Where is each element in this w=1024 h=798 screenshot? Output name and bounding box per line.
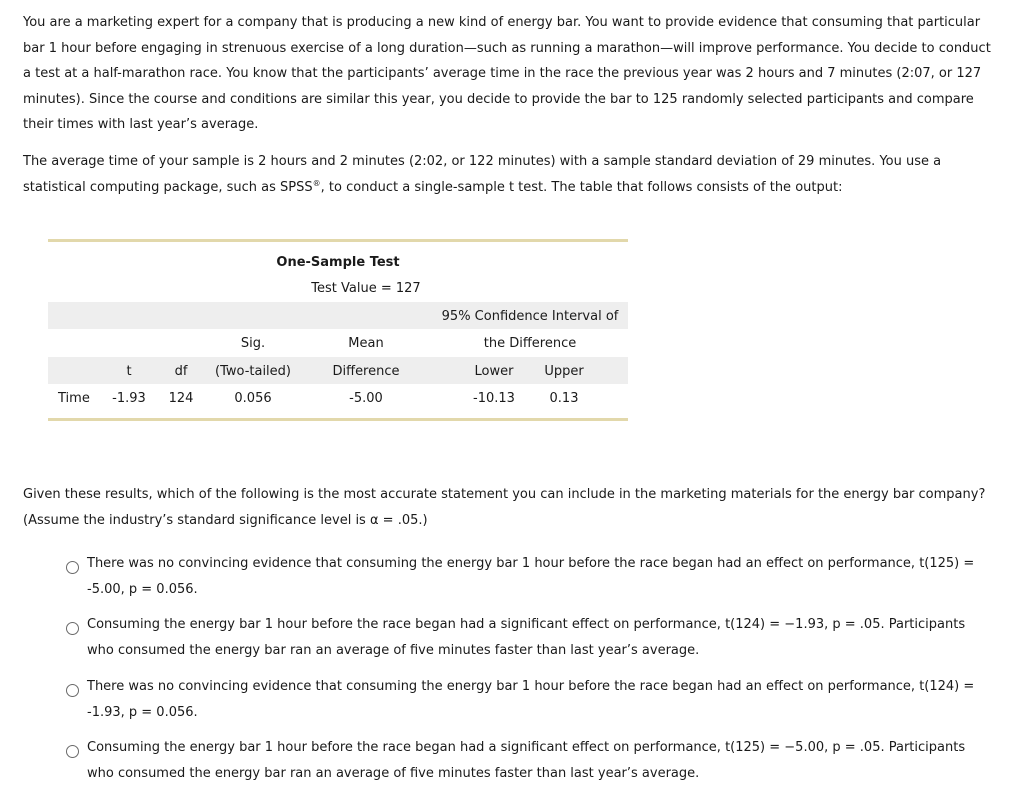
col-header-lower: Lower [474, 364, 514, 379]
registered-mark: ® [312, 178, 321, 188]
intro-paragraph-1: You are a marketing expert for a company that is producing a new kind of energy bar. You want to provide evidence that consuming that particular bar 1 hour before engaging in strenuous exercise of a long duration—such as running a marathon—will improve performance. You decide to conduct a test at a half-marathon race. You know that the participants’ average time in the race the previous year was 2 hours and 7 minutes (2:07, or 127 minutes). Since the course and conditions are similar this year, you decide to provide the bar to 125 randomly selected participants and compare their times with last year’s average. [23, 15, 991, 133]
mean-header-line-1: Mean [348, 336, 384, 351]
ci-header-line-2: the Difference [483, 336, 577, 351]
answer-option-3-text[interactable]: There was no convincing evidence that consuming the energy bar 1 hour before the race began had an effect on performance, t(124) = -1.93, p = 0.056. [87, 679, 975, 720]
radio-button-2[interactable] [66, 622, 79, 635]
radio-button-4[interactable] [66, 745, 79, 758]
value-mean-difference: -5.00 [349, 391, 383, 406]
answer-option-2-text[interactable]: Consuming the energy bar 1 hour before the race began had a significant effect on performance, t(124) = −1.93, p = .05. Participants who consumed the energy bar ran an average of five minutes faster than last year’s average. [87, 617, 966, 658]
test-value-label: Test Value = 127 [311, 281, 421, 296]
table-bottom-rule [48, 418, 628, 421]
radio-button-1[interactable] [66, 561, 79, 574]
row-label-time: Time [58, 391, 90, 406]
col-header-t: t [126, 364, 132, 379]
value-t: -1.93 [112, 391, 146, 406]
col-header-df: df [174, 364, 188, 379]
radio-button-3[interactable] [66, 684, 79, 697]
mean-header-line-2: Difference [332, 364, 400, 379]
col-header-upper: Upper [544, 364, 584, 379]
answer-option-1-text[interactable]: There was no convincing evidence that consuming the energy bar 1 hour before the race began had an effect on performance, t(125) = -5.00, p = 0.056. [87, 556, 975, 597]
intro-paragraph-2-text-b: , to conduct a single-sample t test. The table that follows consists of the output: [320, 179, 843, 195]
table-title: One-Sample Test [276, 255, 400, 270]
value-sig: 0.056 [234, 391, 272, 406]
table-top-rule [48, 239, 628, 242]
value-lower: -10.13 [473, 391, 515, 406]
value-upper: 0.13 [549, 391, 579, 406]
sig-header-line-1: Sig. [240, 336, 266, 351]
ci-header-line-1: 95% Confidence Interval of [441, 309, 619, 324]
intro-paragraph-2-text-a: The average time of your sample is 2 hours and 2 minutes (2:02, or 122 minutes) with a sample standard deviation of 29 minutes. You use a statistical computing package, such as SPSS [23, 154, 942, 195]
value-df: 124 [168, 391, 194, 406]
sig-header-line-2: (Two-tailed) [215, 364, 291, 379]
intro-paragraph-2 [23, 149, 995, 200]
question-text: Given these results, which of the following is the most accurate statement you can include in the marketing materials for the energy bar company? (Assume the industry’s standard significance level is α = .05.) [23, 487, 986, 528]
one-sample-test-table [48, 239, 628, 423]
answer-option-4-text[interactable]: Consuming the energy bar 1 hour before the race began had a significant effect on performance, t(125) = −5.00, p = .05. Participants who consumed the energy bar ran an average of five minutes faster than last year’s average. [87, 740, 966, 781]
